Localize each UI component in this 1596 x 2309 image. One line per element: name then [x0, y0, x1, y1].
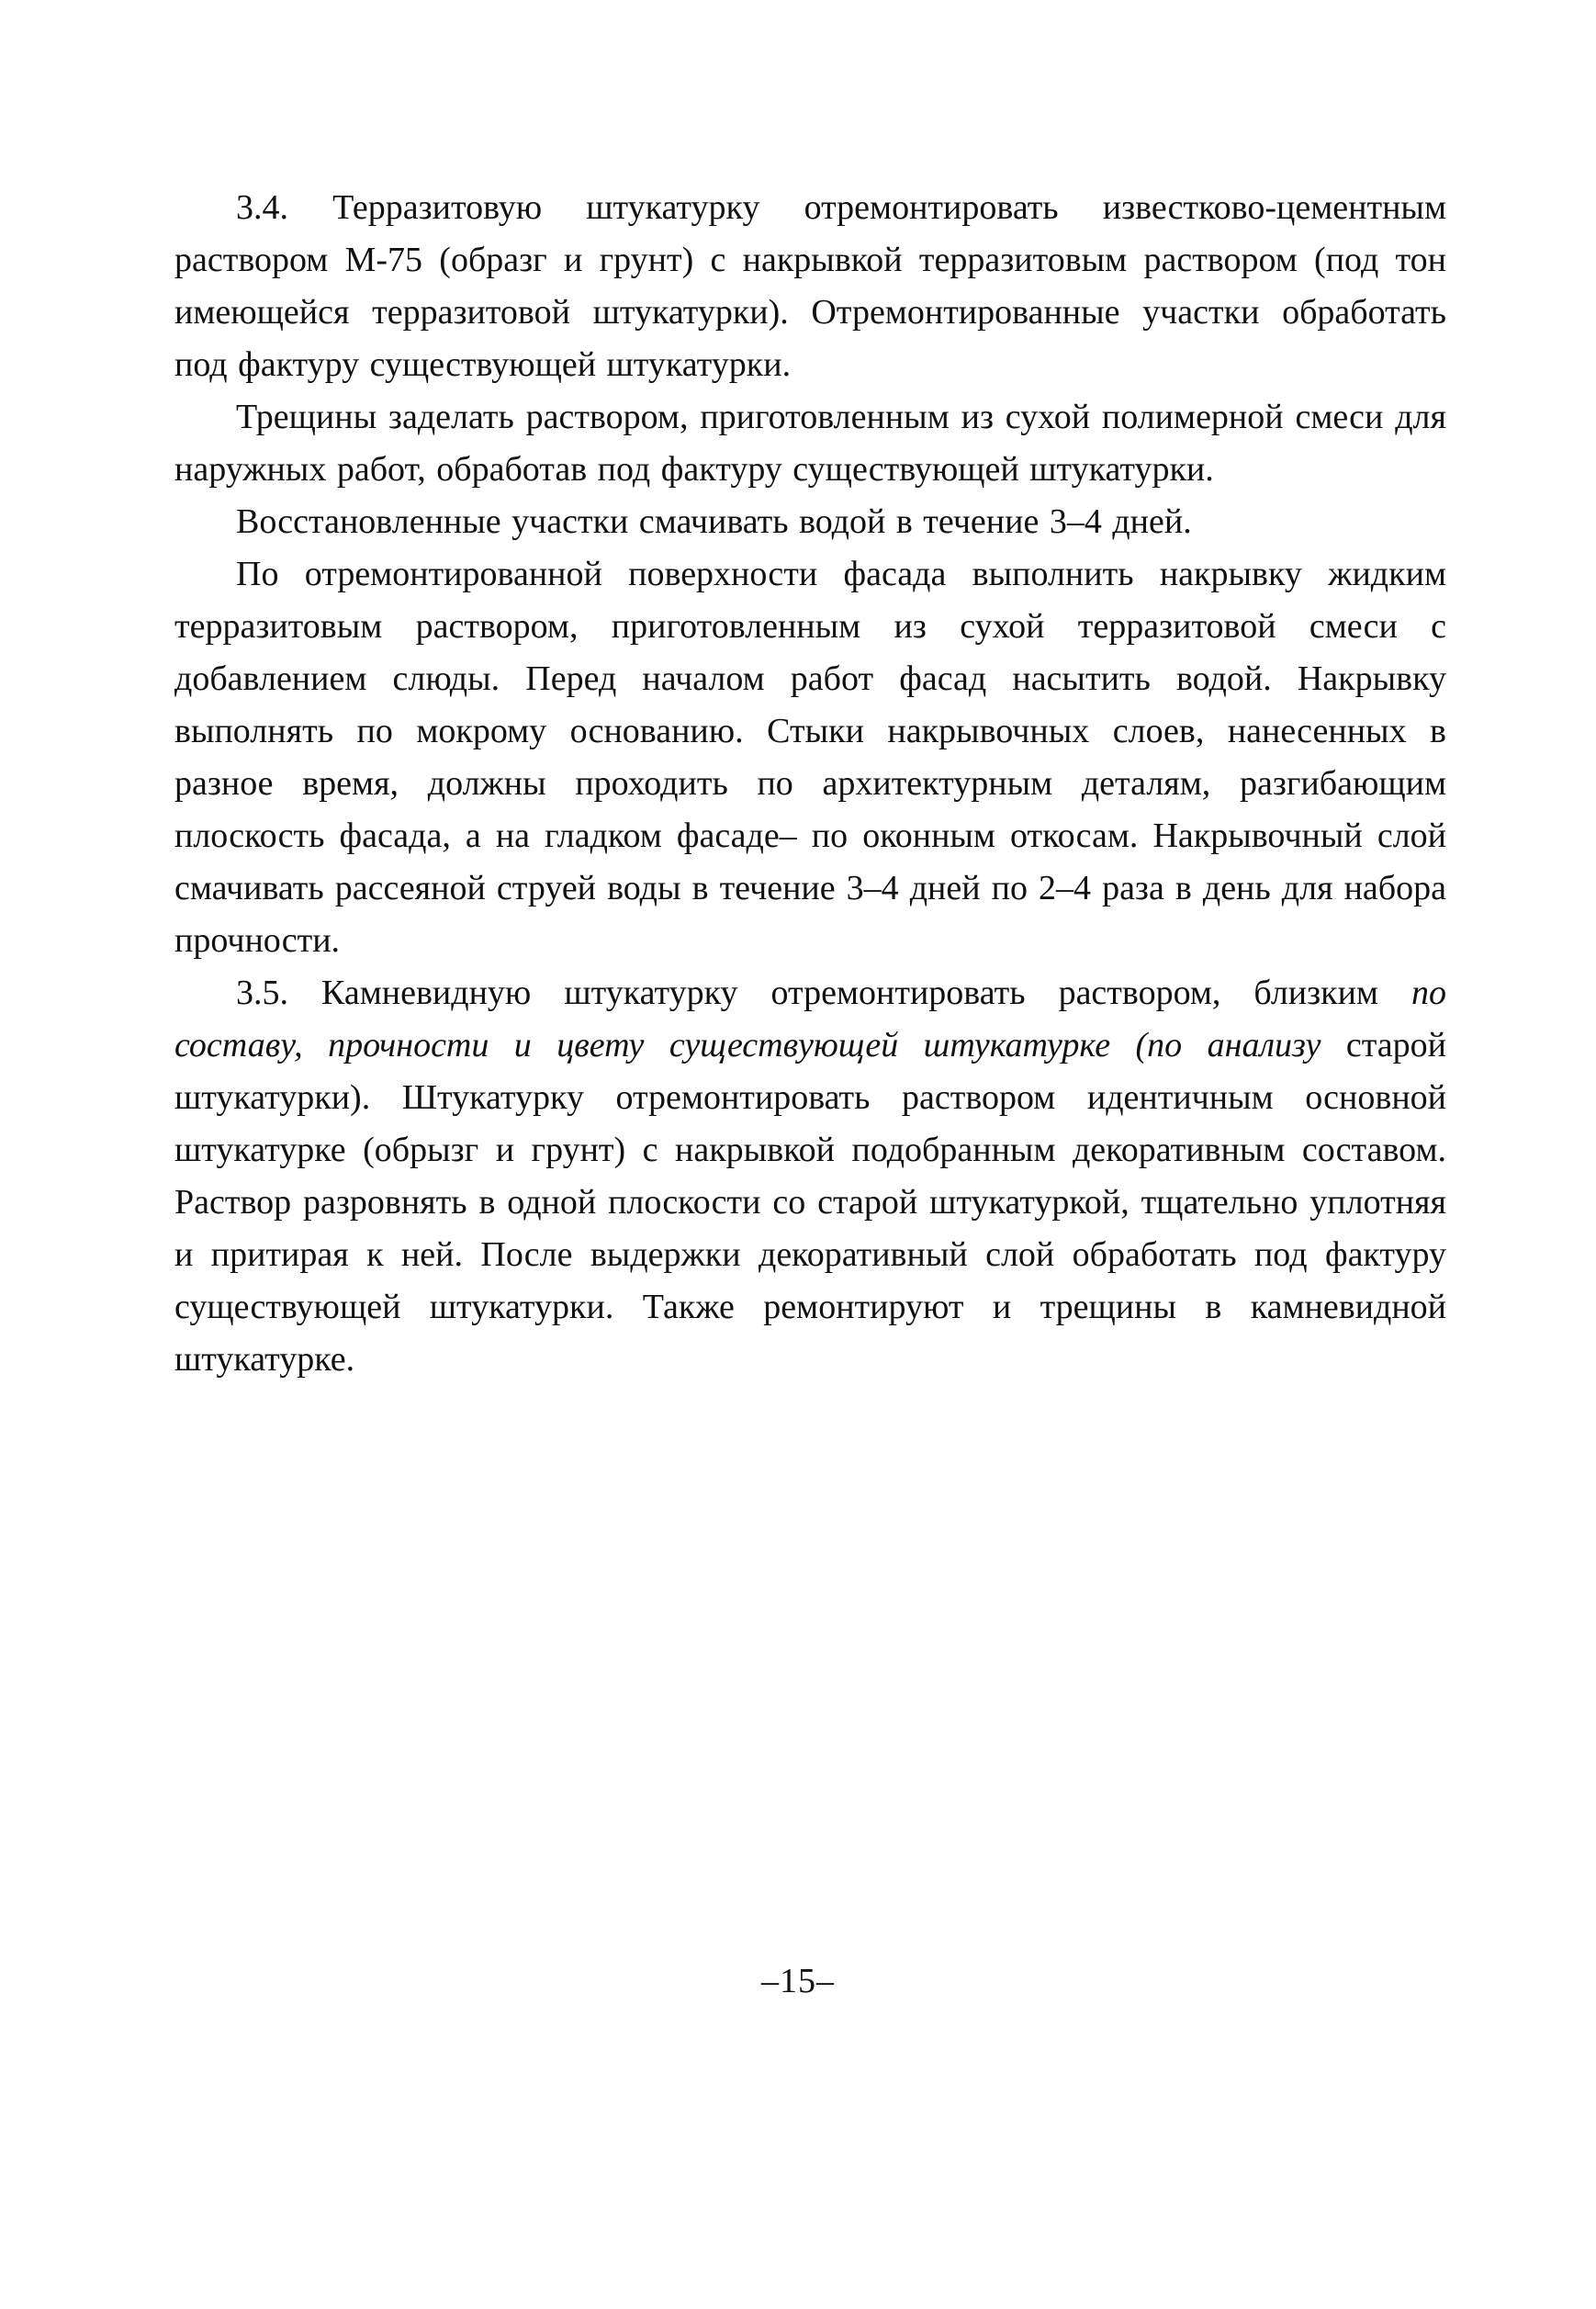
- paragraph-text: 3.4. Терразитовую штукатурку отремонтировать известково-цементным раствором М-75 (образг и грунт) с накрывкой терразитовым раствором (под тон имеющейся терразитовой штукатурки). Отремонтированные участки обработать под фактуру существующей штукатурки.: [174, 188, 1446, 384]
- document-body: [174, 182, 1446, 1386]
- paragraph: [174, 548, 1446, 967]
- paragraph: [174, 967, 1446, 1386]
- paragraph-text: По отремонтированной поверхности фасада выполнить накрывку жидким терразитовым раствором, приготовленным из сухой терразитовой смеси с добавлением слюды. Перед началом работ фасад насытить водой. Накрывку выполнять по мокрому основанию. Стыки накрывочных слоев, нанесенных в разное время, должны проходить по архитектурным деталям, разгибающим плоскость фасада, а на гладком фасаде– по оконным откосам. Накрывочный слой смачивать рассеяной струей воды в течение 3–4 дней по 2–4 раза в день для набора прочности.: [174, 555, 1446, 960]
- paragraph-text: 3.5. Камневидную штукатурку отремонтировать раствором, близким: [236, 974, 1411, 1012]
- paragraph-text: старой штукатурки). Штукатурку отремонтировать раствором идентичным основной штукатурке (обрызг и грунт) с накрывкой подобранным декоративным составом. Раствор разровнять в одной плоскости со старой штукатуркой, тщательно уплотняя и притирая к ней. После выдержки декоративный слой обработать под фактуру существующей штукатурки. Также ремонтируют и трещины в камневидной штукатурке.: [174, 1026, 1447, 1379]
- paragraph-text-italic: по составу, прочности и цвету существующей штукатурке (по анализу: [174, 974, 1446, 1064]
- page-number: –15–: [761, 1962, 835, 2000]
- paragraph: [174, 182, 1446, 391]
- paragraph: [174, 391, 1446, 496]
- paragraph-text: Восстановленные участки смачивать водой в течение 3–4 дней.: [236, 502, 1192, 541]
- paragraph-text: Трещины заделать раствором, приготовленным из сухой полимерной смеси для наружных работ, обработав под фактуру существующей штукатурки.: [174, 398, 1446, 489]
- paragraph: [174, 496, 1446, 548]
